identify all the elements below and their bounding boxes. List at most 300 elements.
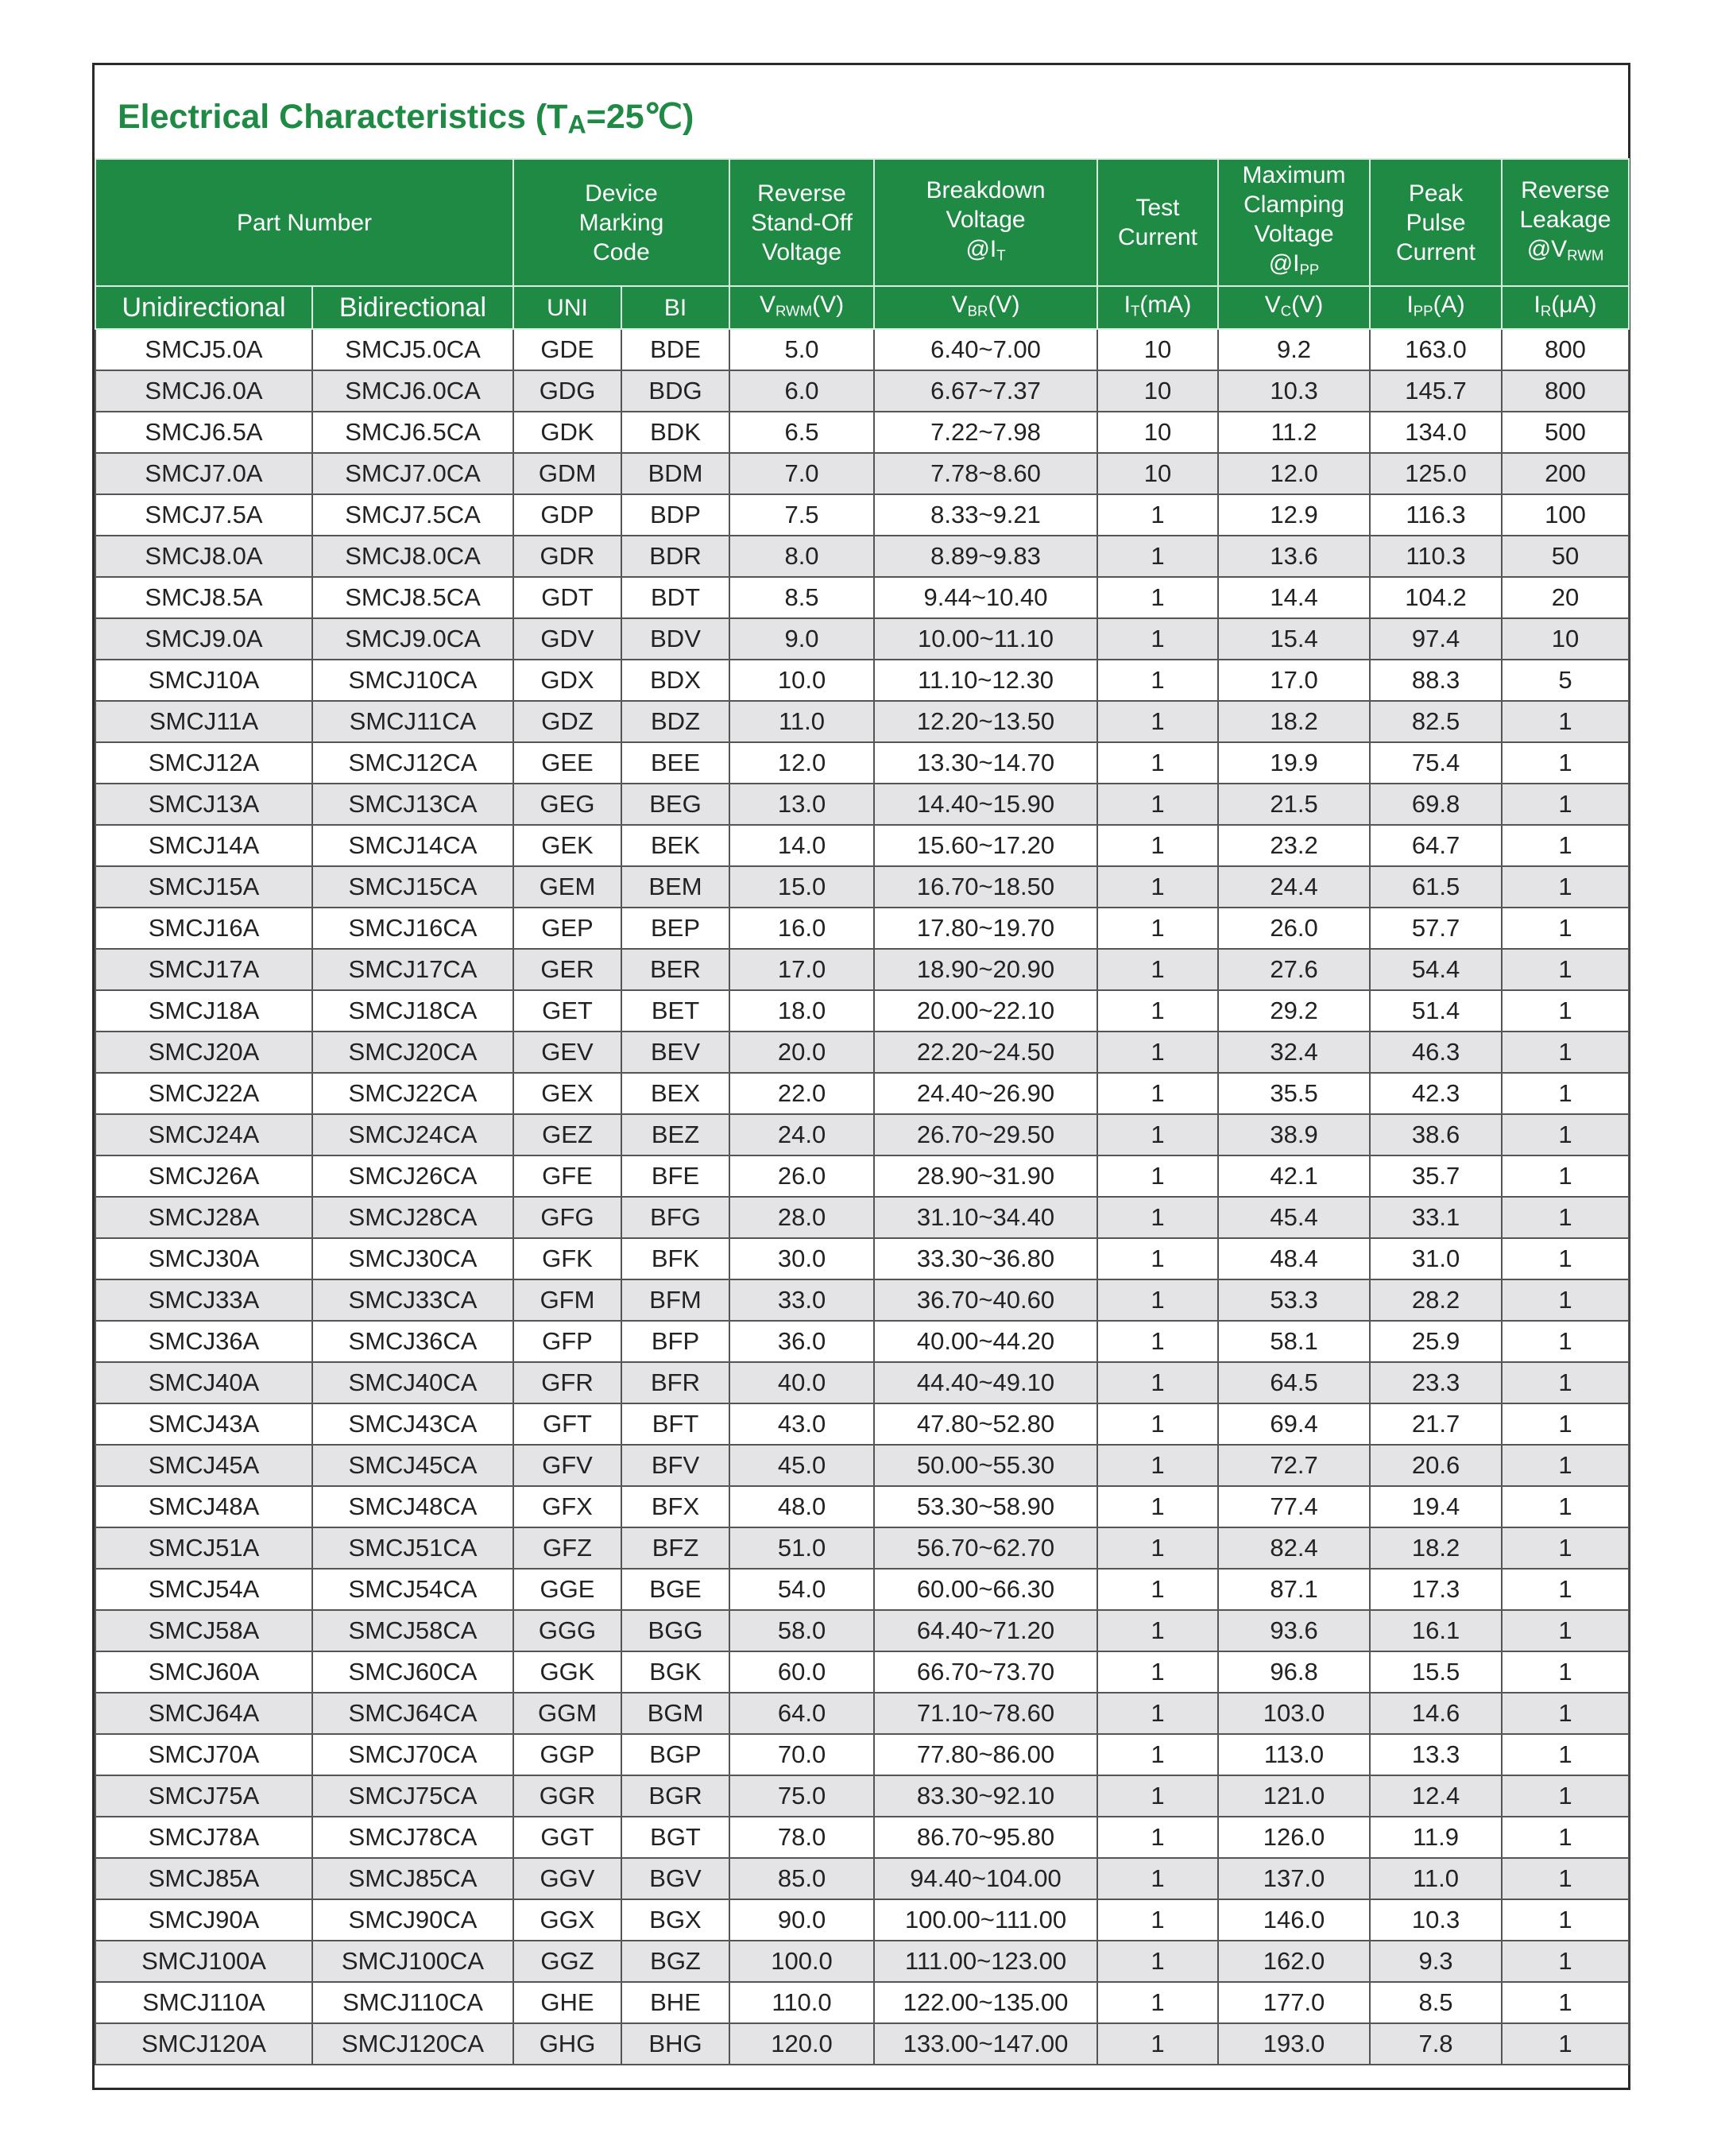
cell-vbr: 16.70~18.50	[874, 866, 1097, 908]
cell-vbr: 94.40~104.00	[874, 1858, 1097, 1899]
cell-uni-part: SMCJ28A	[95, 1197, 312, 1238]
cell-it: 1	[1097, 1775, 1218, 1817]
page-title: Electrical Characteristics $(T_A=25℃)$	[118, 98, 694, 139]
cell-it: 1	[1097, 1279, 1218, 1321]
cell-uni-code: GFE	[513, 1155, 621, 1197]
cell-vrwm: 22.0	[729, 1073, 874, 1114]
table-row	[95, 742, 1629, 784]
table-row	[95, 1238, 1629, 1279]
cell-it: 1	[1097, 1858, 1218, 1899]
cell-uni-code: GEG	[513, 784, 621, 825]
cell-bi-code: BGR	[621, 1775, 729, 1817]
cell-ir: 1	[1502, 1032, 1629, 1073]
cell-vrwm: 28.0	[729, 1197, 874, 1238]
cell-ipp: 69.8	[1370, 784, 1502, 825]
table-row	[95, 1403, 1629, 1445]
cell-ir: 1	[1502, 784, 1629, 825]
cell-vc: 146.0	[1218, 1899, 1370, 1941]
cell-bi-part: SMCJ110CA	[312, 1982, 513, 2023]
cell-it: 1	[1097, 701, 1218, 742]
cell-uni-code: GDT	[513, 577, 621, 618]
table-row	[95, 1734, 1629, 1775]
cell-vbr: 18.90~20.90	[874, 949, 1097, 990]
cell-it: 1	[1097, 949, 1218, 990]
cell-uni-code: GFM	[513, 1279, 621, 1321]
table-row	[95, 2023, 1629, 2065]
cell-ipp: 46.3	[1370, 1032, 1502, 1073]
cell-vc: 137.0	[1218, 1858, 1370, 1899]
cell-uni-code: GGP	[513, 1734, 621, 1775]
cell-ir: 1	[1502, 990, 1629, 1032]
cell-it: 1	[1097, 990, 1218, 1032]
cell-bi-code: BEK	[621, 825, 729, 866]
cell-bi-part: SMCJ22CA	[312, 1073, 513, 1114]
cell-vrwm: 120.0	[729, 2023, 874, 2065]
table-row	[95, 1114, 1629, 1155]
cell-bi-code: BFZ	[621, 1527, 729, 1569]
cell-ipp: 21.7	[1370, 1403, 1502, 1445]
cell-it: 1	[1097, 1941, 1218, 1982]
cell-vrwm: 11.0	[729, 701, 874, 742]
cell-bi-code: BGG	[621, 1610, 729, 1651]
cell-vrwm: 24.0	[729, 1114, 874, 1155]
cell-vrwm: 18.0	[729, 990, 874, 1032]
cell-uni-part: SMCJ14A	[95, 825, 312, 866]
cell-uni-code: GFR	[513, 1362, 621, 1403]
cell-ipp: 13.3	[1370, 1734, 1502, 1775]
cell-it: 1	[1097, 618, 1218, 660]
cell-vrwm: 40.0	[729, 1362, 874, 1403]
cell-vrwm: 8.5	[729, 577, 874, 618]
cell-ipp: 33.1	[1370, 1197, 1502, 1238]
cell-vc: 18.2	[1218, 701, 1370, 742]
cell-bi-code: BDX	[621, 660, 729, 701]
cell-ir: 1	[1502, 1734, 1629, 1775]
cell-vrwm: 14.0	[729, 825, 874, 866]
table-row	[95, 1941, 1629, 1982]
cell-ir: 1	[1502, 1321, 1629, 1362]
cell-bi-code: BHG	[621, 2023, 729, 2065]
cell-vc: 45.4	[1218, 1197, 1370, 1238]
cell-vc: 38.9	[1218, 1114, 1370, 1155]
cell-bi-code: BFE	[621, 1155, 729, 1197]
cell-ipp: 88.3	[1370, 660, 1502, 701]
table-row	[95, 1445, 1629, 1486]
cell-ir: 1	[1502, 1610, 1629, 1651]
cell-bi-part: SMCJ7.0CA	[312, 453, 513, 494]
cell-vrwm: 13.0	[729, 784, 874, 825]
cell-vc: 19.9	[1218, 742, 1370, 784]
cell-ipp: 18.2	[1370, 1527, 1502, 1569]
subheader-vbr: $V_{BR}(V)$	[874, 286, 1097, 329]
cell-ir: 1	[1502, 1073, 1629, 1114]
cell-vbr: 7.78~8.60	[874, 453, 1097, 494]
cell-ir: 1	[1502, 1527, 1629, 1569]
cell-ir: 1	[1502, 1899, 1629, 1941]
cell-vbr: 13.30~14.70	[874, 742, 1097, 784]
cell-vbr: 14.40~15.90	[874, 784, 1097, 825]
cell-bi-part: SMCJ7.5CA	[312, 494, 513, 536]
cell-ipp: 12.4	[1370, 1775, 1502, 1817]
cell-vrwm: 110.0	[729, 1982, 874, 2023]
cell-bi-part: SMCJ11CA	[312, 701, 513, 742]
cell-uni-code: GDV	[513, 618, 621, 660]
cell-vc: 72.7	[1218, 1445, 1370, 1486]
cell-ipp: 28.2	[1370, 1279, 1502, 1321]
cell-vbr: 11.10~12.30	[874, 660, 1097, 701]
cell-ipp: 7.8	[1370, 2023, 1502, 2065]
cell-uni-part: SMCJ45A	[95, 1445, 312, 1486]
cell-ir: 1	[1502, 949, 1629, 990]
table-row	[95, 784, 1629, 825]
cell-ipp: 97.4	[1370, 618, 1502, 660]
cell-it: 1	[1097, 1982, 1218, 2023]
cell-uni-part: SMCJ24A	[95, 1114, 312, 1155]
cell-vc: 121.0	[1218, 1775, 1370, 1817]
cell-vbr: 28.90~31.90	[874, 1155, 1097, 1197]
cell-ipp: 61.5	[1370, 866, 1502, 908]
cell-ipp: 23.3	[1370, 1362, 1502, 1403]
cell-bi-code: BFK	[621, 1238, 729, 1279]
cell-vc: 82.4	[1218, 1527, 1370, 1569]
cell-vrwm: 6.5	[729, 412, 874, 453]
cell-bi-part: SMCJ12CA	[312, 742, 513, 784]
cell-ir: 1	[1502, 1982, 1629, 2023]
cell-bi-part: SMCJ75CA	[312, 1775, 513, 1817]
cell-uni-part: SMCJ18A	[95, 990, 312, 1032]
cell-ir: 1	[1502, 701, 1629, 742]
cell-uni-code: GDM	[513, 453, 621, 494]
cell-uni-code: GDP	[513, 494, 621, 536]
cell-vbr: 12.20~13.50	[874, 701, 1097, 742]
cell-vrwm: 36.0	[729, 1321, 874, 1362]
cell-uni-part: SMCJ6.5A	[95, 412, 312, 453]
cell-uni-code: GER	[513, 949, 621, 990]
cell-bi-part: SMCJ43CA	[312, 1403, 513, 1445]
cell-ipp: 19.4	[1370, 1486, 1502, 1527]
cell-uni-code: GDZ	[513, 701, 621, 742]
header-max-clamping: Maximum Clamping Voltage $@I_{PP}$	[1218, 159, 1370, 286]
cell-bi-part: SMCJ90CA	[312, 1899, 513, 1941]
cell-it: 1	[1097, 1238, 1218, 1279]
cell-uni-code: GFZ	[513, 1527, 621, 1569]
cell-it: 1	[1097, 1114, 1218, 1155]
cell-bi-code: BEM	[621, 866, 729, 908]
cell-bi-part: SMCJ6.0CA	[312, 370, 513, 412]
cell-ipp: 116.3	[1370, 494, 1502, 536]
cell-vrwm: 7.5	[729, 494, 874, 536]
cell-uni-part: SMCJ13A	[95, 784, 312, 825]
cell-uni-part: SMCJ54A	[95, 1569, 312, 1610]
subheader-ipp: $I_{PP}(A)$	[1370, 286, 1502, 329]
cell-ir: 200	[1502, 453, 1629, 494]
cell-vrwm: 10.0	[729, 660, 874, 701]
cell-it: 1	[1097, 494, 1218, 536]
cell-uni-code: GGX	[513, 1899, 621, 1941]
cell-ir: 1	[1502, 1817, 1629, 1858]
cell-bi-part: SMCJ9.0CA	[312, 618, 513, 660]
cell-bi-part: SMCJ51CA	[312, 1527, 513, 1569]
cell-vrwm: 90.0	[729, 1899, 874, 1941]
cell-vbr: 111.00~123.00	[874, 1941, 1097, 1982]
cell-bi-code: BDM	[621, 453, 729, 494]
cell-bi-code: BER	[621, 949, 729, 990]
cell-ipp: 75.4	[1370, 742, 1502, 784]
cell-vc: 77.4	[1218, 1486, 1370, 1527]
cell-uni-code: GEE	[513, 742, 621, 784]
table-row	[95, 536, 1629, 577]
table-row	[95, 1569, 1629, 1610]
subheader-vrwm: $V_{RWM}(V)$	[729, 286, 874, 329]
cell-uni-code: GEX	[513, 1073, 621, 1114]
cell-vc: 96.8	[1218, 1651, 1370, 1693]
cell-ir: 500	[1502, 412, 1629, 453]
cell-uni-part: SMCJ36A	[95, 1321, 312, 1362]
subheader-uni: UNI	[513, 286, 621, 329]
cell-vbr: 20.00~22.10	[874, 990, 1097, 1032]
cell-uni-code: GGR	[513, 1775, 621, 1817]
cell-uni-code: GEZ	[513, 1114, 621, 1155]
cell-uni-part: SMCJ58A	[95, 1610, 312, 1651]
cell-ipp: 11.9	[1370, 1817, 1502, 1858]
subheader-it: $I_T(mA)$	[1097, 286, 1218, 329]
cell-bi-part: SMCJ14CA	[312, 825, 513, 866]
cell-ir: 1	[1502, 742, 1629, 784]
cell-ipp: 14.6	[1370, 1693, 1502, 1734]
cell-uni-code: GGG	[513, 1610, 621, 1651]
cell-uni-part: SMCJ5.0A	[95, 329, 312, 370]
cell-bi-part: SMCJ45CA	[312, 1445, 513, 1486]
cell-ir: 800	[1502, 329, 1629, 370]
cell-uni-code: GEK	[513, 825, 621, 866]
table-row	[95, 1527, 1629, 1569]
cell-vc: 10.3	[1218, 370, 1370, 412]
cell-bi-code: BDG	[621, 370, 729, 412]
cell-uni-part: SMCJ110A	[95, 1982, 312, 2023]
cell-vbr: 47.80~52.80	[874, 1403, 1097, 1445]
table-row	[95, 1197, 1629, 1238]
cell-bi-code: BGX	[621, 1899, 729, 1941]
table-row	[95, 825, 1629, 866]
cell-bi-code: BGK	[621, 1651, 729, 1693]
cell-bi-part: SMCJ100CA	[312, 1941, 513, 1982]
cell-uni-part: SMCJ40A	[95, 1362, 312, 1403]
cell-ir: 5	[1502, 660, 1629, 701]
cell-uni-code: GHE	[513, 1982, 621, 2023]
cell-ir: 1	[1502, 1941, 1629, 1982]
cell-vc: 24.4	[1218, 866, 1370, 908]
cell-ir: 1	[1502, 1155, 1629, 1197]
cell-it: 1	[1097, 1073, 1218, 1114]
cell-bi-part: SMCJ30CA	[312, 1238, 513, 1279]
cell-vc: 26.0	[1218, 908, 1370, 949]
cell-bi-code: BFM	[621, 1279, 729, 1321]
cell-vc: 17.0	[1218, 660, 1370, 701]
cell-bi-code: BDT	[621, 577, 729, 618]
table-row	[95, 990, 1629, 1032]
cell-bi-code: BEZ	[621, 1114, 729, 1155]
cell-uni-part: SMCJ8.5A	[95, 577, 312, 618]
cell-bi-part: SMCJ18CA	[312, 990, 513, 1032]
cell-uni-part: SMCJ120A	[95, 2023, 312, 2065]
cell-uni-part: SMCJ48A	[95, 1486, 312, 1527]
cell-ir: 1	[1502, 1403, 1629, 1445]
cell-vbr: 10.00~11.10	[874, 618, 1097, 660]
cell-bi-part: SMCJ33CA	[312, 1279, 513, 1321]
cell-uni-code: GGK	[513, 1651, 621, 1693]
cell-bi-part: SMCJ64CA	[312, 1693, 513, 1734]
table-row	[95, 1486, 1629, 1527]
cell-ipp: 134.0	[1370, 412, 1502, 453]
cell-ir: 1	[1502, 1569, 1629, 1610]
subheader-ir: $I_R(\mu A)$	[1502, 286, 1629, 329]
cell-it: 1	[1097, 1693, 1218, 1734]
cell-bi-code: BGT	[621, 1817, 729, 1858]
cell-ipp: 31.0	[1370, 1238, 1502, 1279]
cell-bi-part: SMCJ40CA	[312, 1362, 513, 1403]
cell-bi-part: SMCJ5.0CA	[312, 329, 513, 370]
cell-uni-code: GFX	[513, 1486, 621, 1527]
cell-vbr: 15.60~17.20	[874, 825, 1097, 866]
cell-ipp: 35.7	[1370, 1155, 1502, 1197]
cell-it: 1	[1097, 1403, 1218, 1445]
cell-bi-code: BEG	[621, 784, 729, 825]
cell-it: 1	[1097, 1362, 1218, 1403]
header-device-marking: Device Marking Code	[513, 159, 729, 286]
cell-uni-code: GDE	[513, 329, 621, 370]
cell-bi-code: BDR	[621, 536, 729, 577]
cell-ipp: 10.3	[1370, 1899, 1502, 1941]
cell-vbr: 77.80~86.00	[874, 1734, 1097, 1775]
cell-vrwm: 75.0	[729, 1775, 874, 1817]
table-row	[95, 1321, 1629, 1362]
subheader-unidirectional: Unidirectional	[95, 286, 312, 329]
cell-it: 1	[1097, 1486, 1218, 1527]
header-reverse-standoff: Reverse Stand-Off Voltage	[729, 159, 874, 286]
table-row	[95, 1610, 1629, 1651]
cell-it: 1	[1097, 1321, 1218, 1362]
cell-it: 1	[1097, 536, 1218, 577]
table-row	[95, 908, 1629, 949]
cell-ir: 1	[1502, 1445, 1629, 1486]
cell-uni-part: SMCJ12A	[95, 742, 312, 784]
cell-it: 1	[1097, 1899, 1218, 1941]
cell-bi-code: BGP	[621, 1734, 729, 1775]
cell-ir: 1	[1502, 1114, 1629, 1155]
cell-bi-code: BEX	[621, 1073, 729, 1114]
cell-vc: 12.9	[1218, 494, 1370, 536]
cell-uni-part: SMCJ60A	[95, 1651, 312, 1693]
cell-uni-part: SMCJ70A	[95, 1734, 312, 1775]
table-row	[95, 1858, 1629, 1899]
cell-uni-part: SMCJ43A	[95, 1403, 312, 1445]
cell-uni-part: SMCJ75A	[95, 1775, 312, 1817]
cell-vc: 12.0	[1218, 453, 1370, 494]
subheader-row	[95, 286, 1629, 329]
cell-ir: 800	[1502, 370, 1629, 412]
cell-vbr: 133.00~147.00	[874, 2023, 1097, 2065]
cell-vc: 32.4	[1218, 1032, 1370, 1073]
cell-bi-part: SMCJ26CA	[312, 1155, 513, 1197]
cell-vrwm: 85.0	[729, 1858, 874, 1899]
cell-vc: 113.0	[1218, 1734, 1370, 1775]
cell-bi-part: SMCJ6.5CA	[312, 412, 513, 453]
table-row	[95, 1362, 1629, 1403]
subheader-bi: BI	[621, 286, 729, 329]
cell-uni-code: GFP	[513, 1321, 621, 1362]
cell-uni-part: SMCJ64A	[95, 1693, 312, 1734]
cell-uni-code: GEV	[513, 1032, 621, 1073]
cell-ipp: 20.6	[1370, 1445, 1502, 1486]
cell-vc: 15.4	[1218, 618, 1370, 660]
cell-it: 10	[1097, 370, 1218, 412]
cell-vbr: 122.00~135.00	[874, 1982, 1097, 2023]
cell-vbr: 9.44~10.40	[874, 577, 1097, 618]
table-row	[95, 701, 1629, 742]
cell-vbr: 6.67~7.37	[874, 370, 1097, 412]
cell-uni-code: GGZ	[513, 1941, 621, 1982]
cell-vc: 103.0	[1218, 1693, 1370, 1734]
cell-vbr: 44.40~49.10	[874, 1362, 1097, 1403]
cell-ipp: 15.5	[1370, 1651, 1502, 1693]
cell-vc: 193.0	[1218, 2023, 1370, 2065]
cell-it: 1	[1097, 866, 1218, 908]
cell-uni-code: GGV	[513, 1858, 621, 1899]
cell-vrwm: 60.0	[729, 1651, 874, 1693]
cell-vrwm: 54.0	[729, 1569, 874, 1610]
cell-bi-code: BEE	[621, 742, 729, 784]
cell-vbr: 50.00~55.30	[874, 1445, 1097, 1486]
cell-vrwm: 33.0	[729, 1279, 874, 1321]
cell-bi-part: SMCJ48CA	[312, 1486, 513, 1527]
cell-uni-code: GFK	[513, 1238, 621, 1279]
cell-bi-part: SMCJ85CA	[312, 1858, 513, 1899]
table-row	[95, 370, 1629, 412]
cell-vbr: 26.70~29.50	[874, 1114, 1097, 1155]
header-breakdown-voltage: Breakdown Voltage $@I_T$	[874, 159, 1097, 286]
header-row	[95, 159, 1629, 286]
cell-uni-code: GDR	[513, 536, 621, 577]
cell-vbr: 53.30~58.90	[874, 1486, 1097, 1527]
cell-ipp: 38.6	[1370, 1114, 1502, 1155]
cell-ir: 1	[1502, 1362, 1629, 1403]
cell-uni-part: SMCJ8.0A	[95, 536, 312, 577]
cell-it: 1	[1097, 1734, 1218, 1775]
cell-ipp: 163.0	[1370, 329, 1502, 370]
table-row	[95, 618, 1629, 660]
cell-uni-code: GFV	[513, 1445, 621, 1486]
cell-uni-part: SMCJ10A	[95, 660, 312, 701]
cell-vrwm: 45.0	[729, 1445, 874, 1486]
cell-uni-part: SMCJ7.5A	[95, 494, 312, 536]
cell-vc: 126.0	[1218, 1817, 1370, 1858]
table-row	[95, 1899, 1629, 1941]
cell-uni-part: SMCJ51A	[95, 1527, 312, 1569]
cell-vbr: 17.80~19.70	[874, 908, 1097, 949]
cell-uni-part: SMCJ26A	[95, 1155, 312, 1197]
table-row	[95, 1775, 1629, 1817]
cell-vrwm: 100.0	[729, 1941, 874, 1982]
cell-uni-part: SMCJ22A	[95, 1073, 312, 1114]
cell-vrwm: 17.0	[729, 949, 874, 990]
cell-ipp: 145.7	[1370, 370, 1502, 412]
cell-vrwm: 6.0	[729, 370, 874, 412]
cell-vc: 14.4	[1218, 577, 1370, 618]
cell-uni-part: SMCJ11A	[95, 701, 312, 742]
cell-vbr: 56.70~62.70	[874, 1527, 1097, 1569]
cell-it: 1	[1097, 660, 1218, 701]
cell-ipp: 82.5	[1370, 701, 1502, 742]
